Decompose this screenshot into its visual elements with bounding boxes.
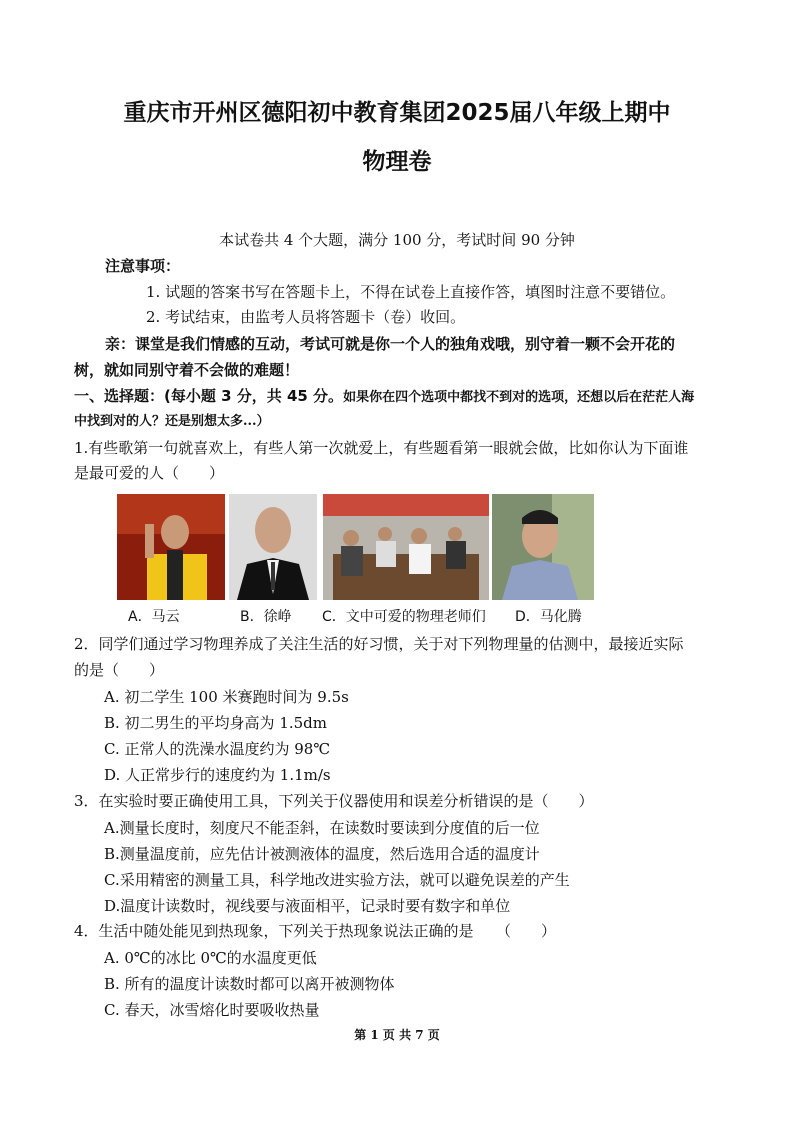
- q2-option-d: D. 人正常步行的速度约为 1.1m/s: [104, 766, 331, 784]
- q1-stem-line-2: 是最可爱的人（ ）: [74, 464, 225, 482]
- page-footer: 第 1 页 共 7 页: [354, 1028, 440, 1042]
- q2-stem-line-2: 的是（ ）: [74, 661, 165, 679]
- section-heading-line-2: 中找到对的人？还是别想太多...）: [74, 414, 270, 429]
- section-heading-note: 如果你在四个选项中都找不到对的选项，还想以后在茫茫人海: [343, 390, 695, 405]
- photo-option-b: [229, 494, 317, 600]
- q1-option-c: C．文中可爱的物理老师们: [322, 609, 486, 625]
- q1-option-a: A．马云: [128, 609, 180, 625]
- q1-stem-line-1: 1.有些歌第一句就喜欢上，有些人第一次就爱上，有些题看第一眼就会做，比如你认为下面谁: [74, 439, 689, 457]
- q4-option-a: A. 0℃的冰比 0℃的水温度更低: [104, 949, 317, 967]
- q3-stem: 3．在实验时要正确使用工具，下列关于仪器使用和误差分析错误的是（ ）: [74, 792, 594, 810]
- exam-subtitle: 物理卷: [362, 149, 432, 175]
- q1-option-b: B．徐峥: [240, 609, 292, 625]
- q2-option-c: C. 正常人的洗澡水温度约为 98℃: [104, 740, 331, 758]
- q4-option-b: B. 所有的温度计读数时都可以离开被测物体: [104, 975, 395, 993]
- q4-stem: 4．生活中随处能见到热现象，下列关于热现象说法正确的是 （ ）: [74, 922, 557, 940]
- photo-option-a: [117, 494, 225, 600]
- exam-title: 重庆市开州区德阳初中教育集团2025届八年级上期中: [123, 100, 671, 126]
- q2-stem-line-1: 2．同学们通过学习物理养成了关注生活的好习惯，关于对下列物理量的估测中，最接近实际: [74, 635, 684, 653]
- section-heading-main: 一、选择题：(每小题 3 分，共 45 分。: [74, 387, 344, 405]
- q3-option-d: D.温度计读数时，视线要与液面相平，记录时要有数字和单位: [104, 897, 511, 915]
- q4-option-c: C. 春天，冰雪熔化时要吸收热量: [104, 1001, 320, 1019]
- photo-option-d: [492, 494, 594, 600]
- message-line-1: 亲：课堂是我们情感的互动，考试可就是你一个人的独角戏哦，别守着一颗不会开花的: [105, 335, 676, 353]
- notice-heading: 注意事项：: [105, 257, 181, 275]
- message-line-2: 树，就如同别守着不会做的难题！: [74, 361, 300, 379]
- q3-option-b: B.测量温度前，应先估计被测液体的温度，然后选用合适的温度计: [104, 845, 540, 863]
- q3-option-c: C.采用精密的测量工具，科学地改进实验方法，就可以避免误差的产生: [104, 871, 570, 889]
- q2-option-a: A. 初二学生 100 米赛跑时间为 9.5s: [104, 688, 349, 706]
- notice-item-1: 1. 试题的答案书写在答题卡上，不得在试卷上直接作答，填图时注意不要错位。: [146, 283, 676, 301]
- q1-option-d: D．马化腾: [515, 609, 582, 625]
- q3-option-a: A.测量长度时，刻度尺不能歪斜，在读数时要读到分度值的后一位: [104, 819, 540, 837]
- photo-option-c: [323, 494, 489, 600]
- notice-item-2: 2. 考试结束，由监考人员将答题卡（卷）收回。: [146, 308, 466, 326]
- exam-intro: 本试卷共 4 个大题，满分 100 分，考试时间 90 分钟: [219, 231, 575, 249]
- section-heading: [74, 386, 694, 408]
- q2-option-b: B. 初二男生的平均身高为 1.5dm: [104, 714, 328, 732]
